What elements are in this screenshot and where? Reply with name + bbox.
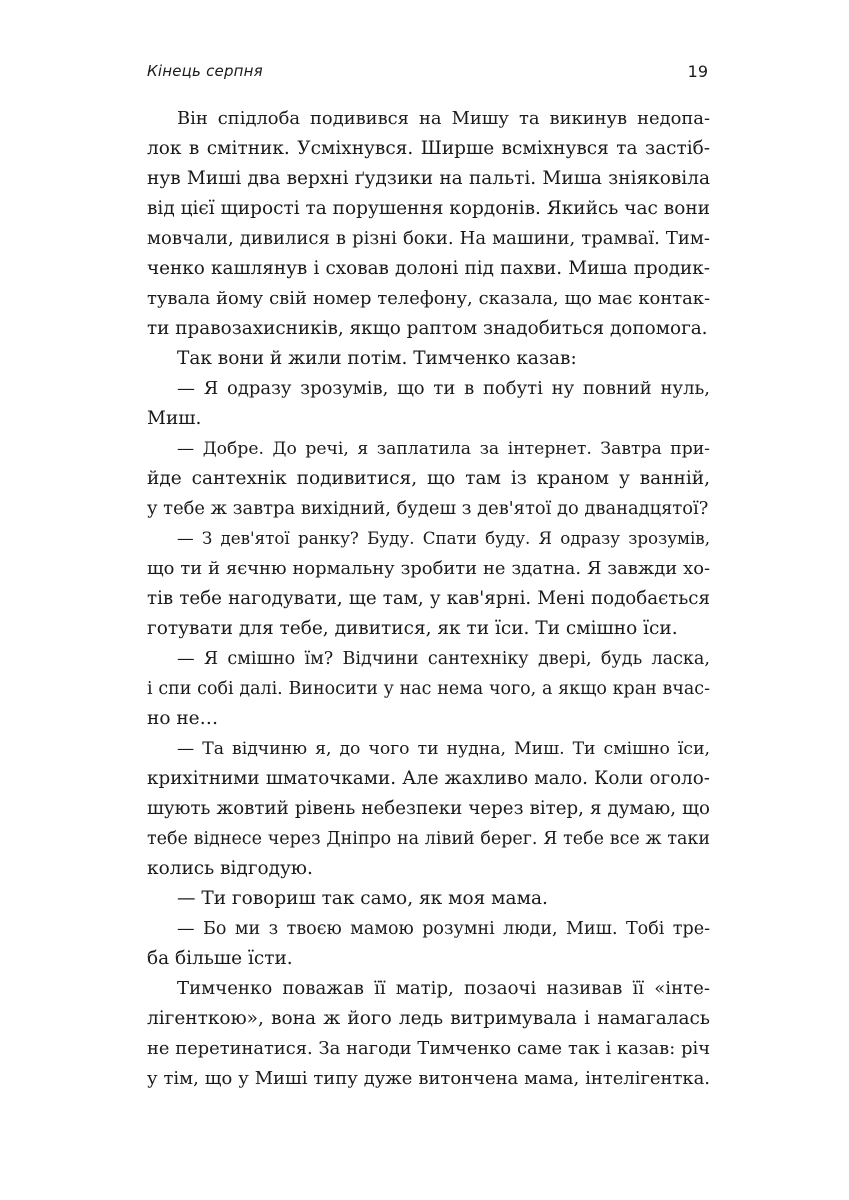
text-line: у тім, що у Миші типу дуже витончена мама, інтелігентка. — [147, 1068, 710, 1089]
page-number: 19 — [687, 62, 708, 81]
text-line: мовчали, дивилися в різні боки. На машини, трамваї. Тим- — [147, 228, 710, 249]
text-line: готувати для тебе, дивитися, як ти їси. Ти смішно їси. — [147, 618, 678, 639]
dialogue-line — [147, 644, 710, 734]
body-text — [147, 104, 710, 1094]
dialogue-line — [147, 884, 710, 914]
text-line: лок в смітник. Усміхнувся. Ширше всміхнувся та застіб- — [147, 138, 710, 159]
text-line: і спи собі далі. Виносити у нас нема чого, а якщо кран вчас- — [147, 679, 710, 699]
paragraph — [147, 974, 710, 1094]
text-line: Так вони й жили потім. Тимченко казав: — [177, 348, 577, 369]
dialogue-line — [147, 434, 710, 524]
text-line: не перетинатися. За нагоди Тимченко саме так і казав: річ — [147, 1038, 710, 1059]
dialogue-line — [147, 374, 710, 434]
text-line: — Я смішно їм? Відчини сантехніку двері, будь ласка, — [177, 649, 710, 669]
text-line: Він спідлоба подивився на Мишу та викинув недопа- — [177, 108, 710, 129]
text-line: крихітними шматочками. Але жахливо мало. Коли оголо- — [147, 768, 710, 789]
text-line: Миш. — [147, 408, 202, 429]
text-line: тів тебе нагодувати, ще там, у кав'ярні. Мені подобається — [147, 588, 710, 609]
text-line: колись відгодую. — [147, 858, 313, 879]
text-line: Тимченко поважав її матір, позаочі називав її «інте- — [177, 978, 710, 999]
text-line: лігенткою», вона ж його ледь витримувала і намагалась — [147, 1008, 710, 1029]
paragraph — [147, 104, 710, 344]
paragraph — [147, 344, 710, 374]
dialogue-line — [147, 524, 710, 644]
text-line: — Я одразу зрозумів, що ти в побуті ну повний нуль, — [177, 378, 710, 399]
text-line: тебе віднесе через Дніпро на лівий берег. Я тебе все ж таки — [147, 829, 710, 849]
running-title: Кінець серпня — [147, 62, 263, 80]
text-line: від цієї щирості та порушення кордонів. Якийсь час вони — [147, 198, 710, 219]
text-line: у тебе ж завтра вихідний, будеш з дев'ятої до дванадцятої? — [147, 498, 709, 519]
text-line: ченко кашлянув і сховав долоні під пахви. Миша продик- — [147, 258, 710, 279]
text-line: ти правозахисників, якщо раптом знадобиться допомога. — [147, 318, 708, 339]
text-line: но не… — [147, 708, 219, 729]
text-line: — З дев'ятої ранку? Буду. Спати буду. Я одразу зрозумів, — [177, 529, 710, 548]
text-line: шують жовтий рівень небезпеки через вітер, я думаю, що — [147, 798, 710, 819]
text-line: — Добре. До речі, я заплатила за інтернет. Завтра при- — [177, 439, 710, 459]
text-line: нув Миші два верхні ґудзики на пальті. Миша зніяковіла — [147, 168, 710, 189]
text-line: йде сантехнік подивитися, що там із краном у ванній, — [147, 468, 710, 489]
text-line: що ти й яєчню нормальну зробити не здатна. Я завжди хо- — [147, 558, 710, 579]
text-line: — Та відчиню я, до чого ти нудна, Миш. Ти смішно їси, — [177, 739, 710, 759]
text-line: — Ти говориш так само, як моя мама. — [177, 888, 548, 909]
text-line: тувала йому свій номер телефону, сказала, що має контак- — [147, 288, 710, 309]
dialogue-line — [147, 734, 710, 884]
dialogue-line — [147, 914, 710, 974]
text-line: ба більше їсти. — [147, 948, 293, 969]
text-line: — Бо ми з твоєю мамою розумні люди, Миш. Тобі тре- — [177, 919, 710, 939]
